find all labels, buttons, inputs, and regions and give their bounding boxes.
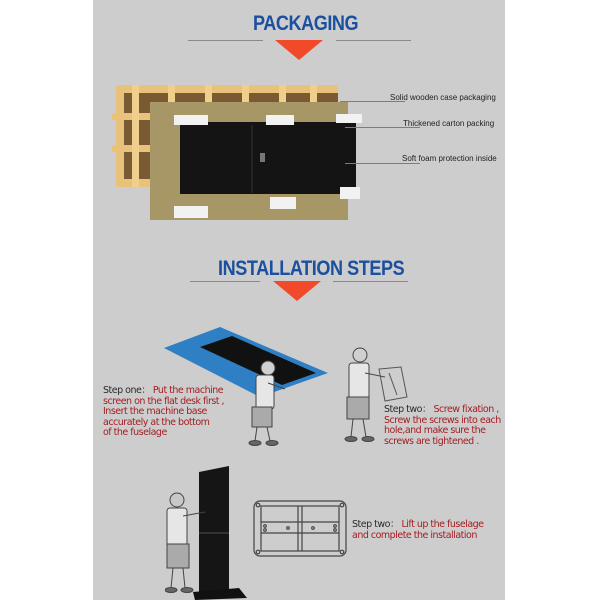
installation-title: INSTALLATION STEPS <box>218 257 405 280</box>
step-three-line: and complete the installation <box>352 529 477 541</box>
callout-line-foam <box>345 163 420 164</box>
step-one-line: Put the machine <box>152 385 224 396</box>
base-diagram <box>253 500 348 558</box>
step-one-line: of the fuselage <box>103 427 167 438</box>
callout-wooden-case: Solid wooden case packaging <box>390 93 496 102</box>
standing-kiosk-icon <box>193 466 247 600</box>
step-two-line: screws are tightened . <box>384 435 479 447</box>
callout-foam: Soft foam protection inside <box>402 154 497 163</box>
screw-panel-icon <box>379 367 407 401</box>
step-one-label: Step one： <box>103 385 151 396</box>
packaging-title: PACKAGING <box>253 12 359 35</box>
screen-panel-icon <box>180 122 356 194</box>
packaging-arrow-icon <box>275 40 323 60</box>
installation-divider-left <box>190 281 260 282</box>
packaging-illustration <box>110 85 370 230</box>
callout-carton: Thickened carton packing <box>403 119 495 128</box>
step-two-label: Step two： <box>384 404 431 415</box>
person-icon <box>345 348 385 442</box>
step-one-line: accurately at the bottom <box>103 416 210 428</box>
step-three-text <box>352 520 484 541</box>
step-three-line: Lift up the fuselage <box>401 519 484 530</box>
packaging-divider-left <box>188 40 263 41</box>
step-two-line: Screw fixation , <box>433 404 499 415</box>
step-one-line: Insert the machine base <box>103 406 207 417</box>
installation-divider-right <box>333 281 408 282</box>
step-three-label: Step two： <box>352 519 399 530</box>
packaging-divider-right <box>336 40 411 41</box>
installation-arrow-icon <box>273 281 321 301</box>
step-one-line: screen on the flat desk first , <box>103 395 225 407</box>
step-one-text <box>103 386 224 439</box>
step-two-text <box>384 405 501 447</box>
step-two-line: Screw the screws into each <box>384 414 501 426</box>
step-two-line: hole,and make sure the <box>384 425 486 436</box>
